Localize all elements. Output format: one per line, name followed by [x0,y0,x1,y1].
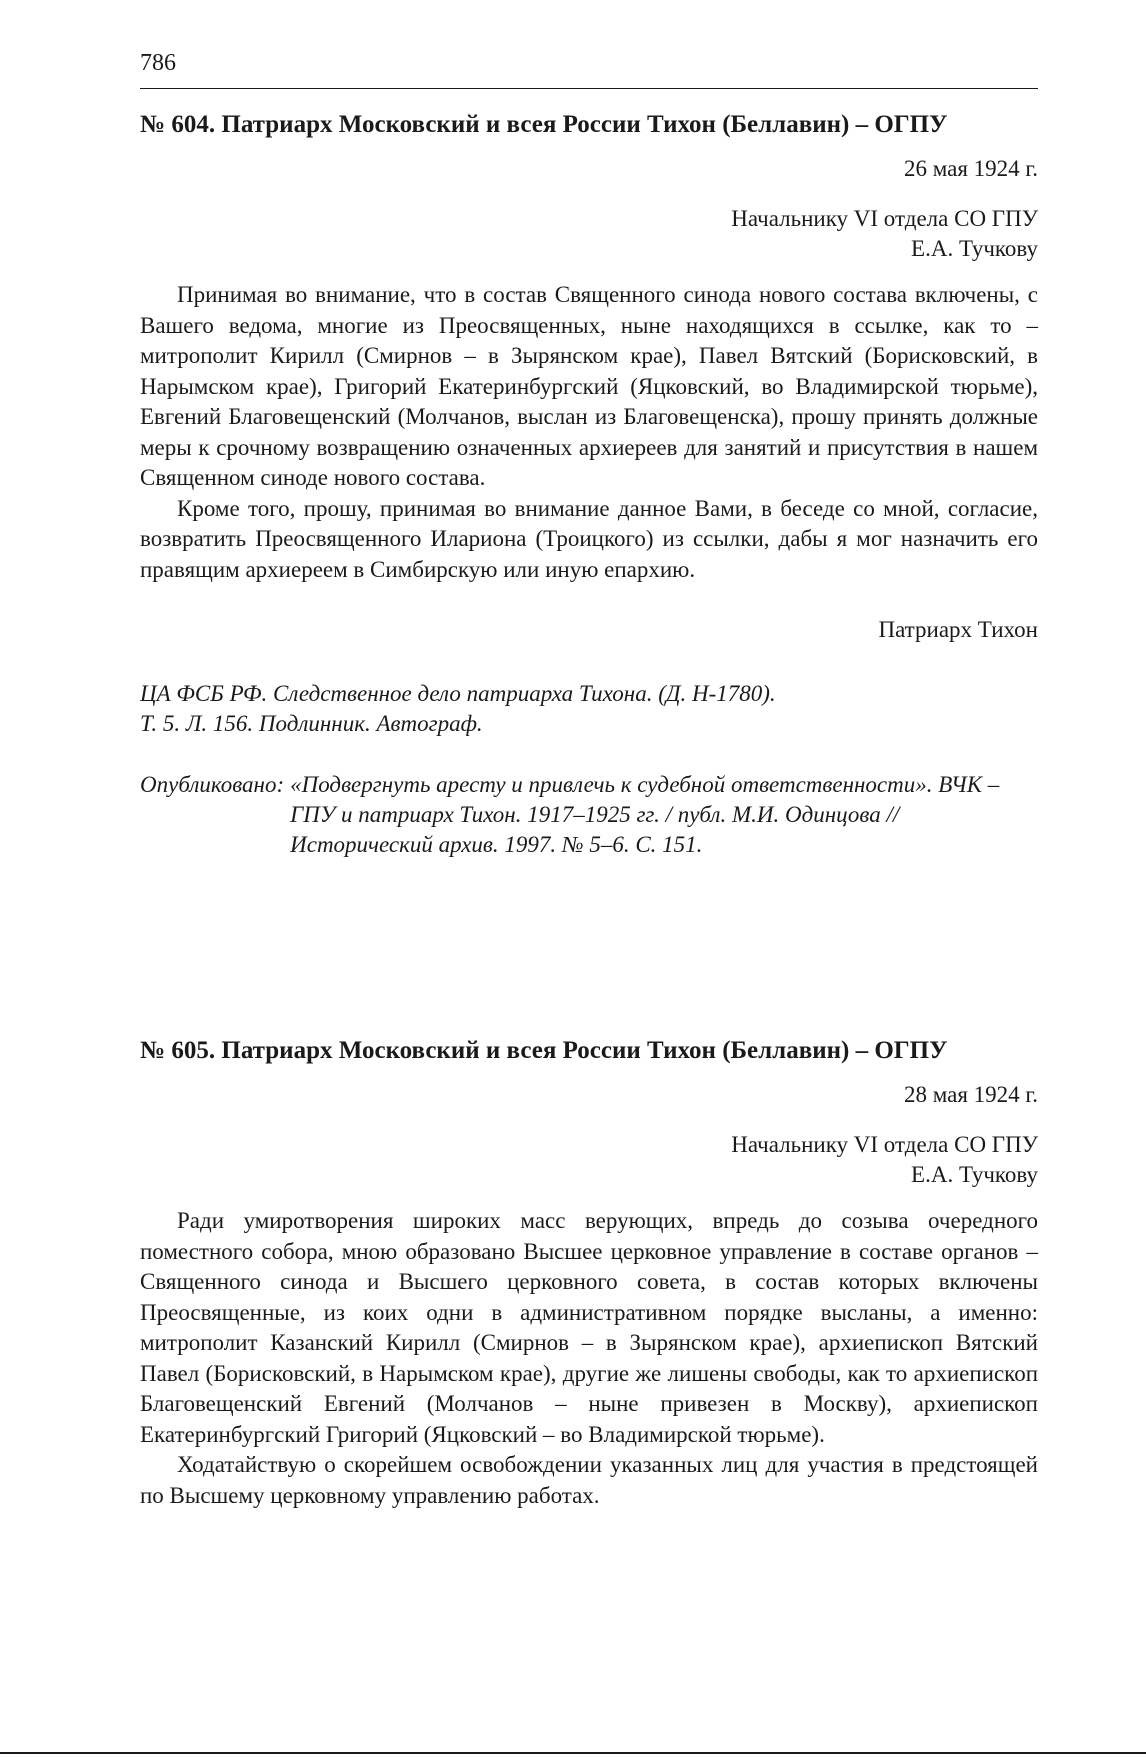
page-number: 786 [140,50,176,76]
document-604-signature: Патриарх Тихон [878,617,1038,642]
document-604-date: 26 мая 1924 г. [903,156,1038,181]
document-605-paragraph: Ходатайствую о скорейшем освобождении указанных лиц для участия в предстоящей по Высшему церковному управлению работах. [140,1452,1038,1508]
document-605-addressee-line1: Начальнику VI отдела СО ГПУ [731,1132,1038,1157]
archive-line-1: ЦА ФСБ РФ. Следственное дело патриарха Тихона. (Д. Н-1780). [140,681,776,706]
document-605-paragraph: Ради умиротворения широких масс верующих, впредь до созыва очередного поместного собора, мною образовано Высшее церковное управление в составе органов – Священного синода и Высшего церковного совета, в состав которых включены Преосвященные, из коих одни в административном порядке высланы, а именно: митрополит Казанский Кирилл (Смирнов – в Зырянском крае), архиепископ Вятский Павел (Борисковский, в Нарымском крае), другие же лишены свободы, как то архиепископ Благовещенский Евгений (Молчанов – ныне привезен в Москву), архиепископ Екатеринбургский Григорий (Яцковский – во Владимирской тюрьме). [140,1208,1038,1447]
archive-line-2: Т. 5. Л. 156. Подлинник. Автограф. [140,711,483,736]
document-604-archive-reference [140,679,1038,739]
document-604-addressee-line2: Е.А. Тучкову [911,236,1038,261]
published-reference: «Подвергнуть аресту и привлечь к судебной ответственности». ВЧК – ГПУ и патриарх Тихон. 1917–1925 гг. / публ. М.И. Одинцова // Исторический архив. 1997. № 5–6. С. 151. [290,772,1000,857]
document-605-addressee-line2: Е.А. Тучкову [911,1162,1038,1187]
document-604 [140,110,1038,860]
bottom-edge-rule [0,1752,1146,1754]
document-604-publication [140,770,1038,860]
document-605 [140,1036,1038,1511]
document-605-title: № 605. Патриарх Московский и всея России Тихон (Беллавин) – ОГПУ [140,1037,948,1064]
document-604-paragraph: Принимая во внимание, что в состав Священного синода нового состава включены, с Вашего ведома, многие из Преосвященных, ныне находящихся в ссылке, как то – митрополит Кирилл (Смирнов – в Зырянском крае), Павел Вятский (Борисковский, в Нарымском крае), Григорий Екатеринбургский (Яцковский, во Владимирской тюрьме), Евгений Благовещенский (Молчанов, выслан из Благовещенска), прошу принять должные меры к срочному возвращению означенных архиереев для занятий и присутствия в нашем Священном синоде нового состава. [140,282,1038,490]
document-604-paragraph: Кроме того, прошу, принимая во внимание данное Вами, в беседе со мной, согласие, возвратить Преосвященного Илариона (Троицкого) из ссылки, дабы я мог назначить его правящим архиереем в Симбирскую или иную епархию. [140,495,1038,582]
document-605-body [140,1206,1038,1511]
header-rule [140,88,1038,89]
published-label: Опубликовано: [140,772,285,797]
document-604-body [140,280,1038,585]
document-605-date: 28 мая 1924 г. [903,1082,1038,1107]
document-604-title: № 604. Патриарх Московский и всея России Тихон (Беллавин) – ОГПУ [140,111,948,138]
document-604-addressee-line1: Начальнику VI отдела СО ГПУ [731,206,1038,231]
